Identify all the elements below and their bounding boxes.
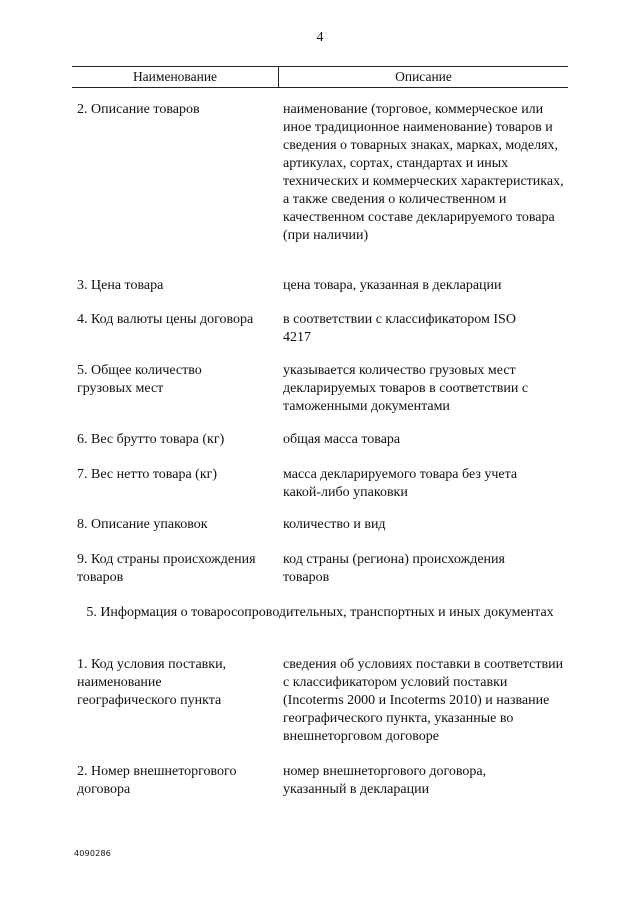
row-name: 2. Номер внешнеторгового договора [77, 764, 237, 797]
column-header-name: Наименование [132, 69, 218, 84]
table-header [72, 66, 568, 88]
row-name: 9. Код страны происхождения товаров [77, 552, 256, 585]
row-description: масса декларируемого товара без учета какой-либо упаковки [283, 467, 518, 500]
column-header-description: Описание [395, 69, 452, 84]
row-name: 1. Код условия поставки, наименование географического пункта [77, 657, 227, 708]
row-name: 6. Вес брутто товара (кг) [77, 432, 225, 447]
row-name: 7. Вес нетто товара (кг) [77, 467, 218, 482]
row-description: код страны (региона) происхождения товаров [283, 552, 505, 585]
row-name: 2. Описание товаров [77, 102, 200, 117]
row-description: сведения об условиях поставки в соответствии с классификатором условий поставки (Incoterms 2000 и Incoterms 2010) и название географического пункта, указанные во внешнеторговом договоре [283, 657, 564, 744]
row-description: наименование (торговое, коммерческое или иное традиционное наименование) товаров и сведения о товарных знаках, марках, моделях, артикулах, сортах, стандартах и иных технических и коммерческих характеристиках, а также сведения о количественном и качественном составе декларируемого товара (при наличии) [283, 102, 564, 243]
row-description: указывается количество грузовых мест декларируемых товаров в соответствии с таможенными документами [283, 363, 529, 414]
page-number: 4 [316, 30, 324, 45]
row-description: цена товара, указанная в декларации [283, 278, 502, 293]
row-description: количество и вид [283, 517, 386, 532]
section-heading: 5. Информация о товаросопроводительных, транспортных и иных документах [86, 605, 554, 620]
row-name: 5. Общее количество грузовых мест [77, 363, 202, 396]
document-code: 4090286 [74, 849, 112, 858]
row-description: в соответствии с классификатором ISO 4217 [283, 312, 516, 345]
row-name: 4. Код валюты цены договора [77, 312, 254, 327]
row-name: 8. Описание упаковок [77, 517, 208, 532]
row-description: общая масса товара [283, 432, 401, 447]
row-description: номер внешнеторгового договора, указанный в декларации [283, 764, 487, 797]
row-name: 3. Цена товара [77, 278, 164, 293]
